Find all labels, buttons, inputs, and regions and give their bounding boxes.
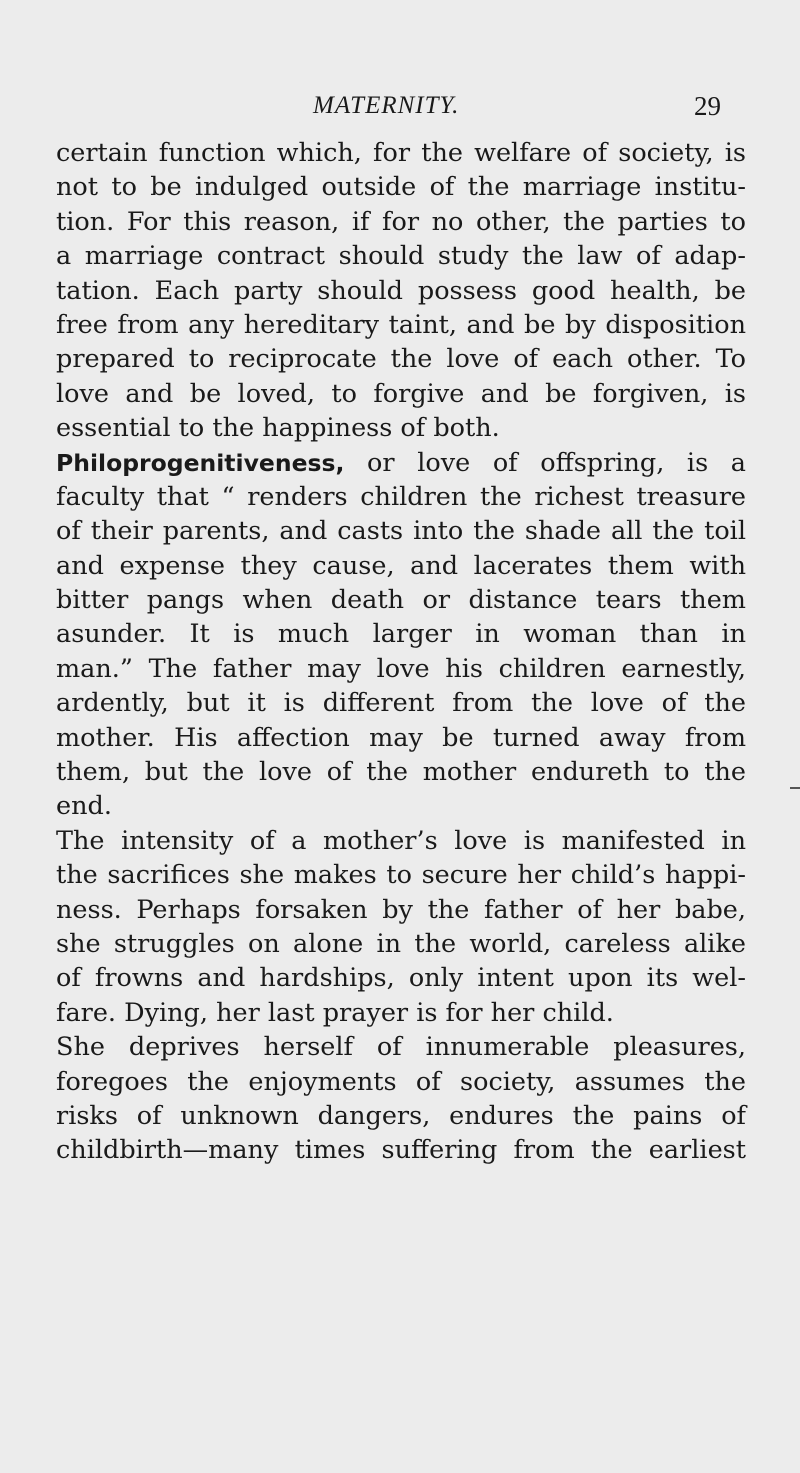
margin-mark — [790, 787, 800, 789]
text-line: asunder. It is much larger in woman than in — [56, 619, 746, 650]
text-line: risks of unknown dangers, endures the pains of — [56, 1100, 746, 1131]
text-line: tation. Each party should possess good health, be — [56, 275, 746, 306]
text-line: fare. Dying, her last prayer is for her child. — [56, 997, 614, 1028]
running-head: MATERNITY. — [313, 92, 460, 119]
text-line: free from any hereditary taint, and be by disposition — [56, 309, 746, 340]
text-line: bitter pangs when death or distance tears them — [56, 585, 746, 616]
page-number: 29 — [694, 91, 721, 121]
text-line: she struggles on alone in the world, careless alike — [56, 928, 746, 959]
text-line: childbirth—many times suffering from the earliest — [56, 1135, 746, 1166]
text-line: Philoprogenitiveness, or love of offspring, is a — [56, 447, 746, 478]
text-line: man.” The father may love his children earnestly, — [56, 653, 746, 684]
text-line: of frowns and hardships, only intent upon its wel- — [56, 963, 746, 994]
text-line: a marriage contract should study the law of adap- — [56, 241, 746, 272]
page-header — [0, 92, 800, 132]
text-line: and expense they cause, and lacerates them with — [56, 550, 746, 581]
text-line: She deprives herself of innumerable pleasures, — [56, 1032, 746, 1063]
text-line: the sacrifices she makes to secure her child’s happi- — [56, 860, 746, 891]
text-line: of their parents, and casts into the shade all the toil — [56, 516, 746, 547]
text-line: end. — [56, 791, 112, 822]
text-line: tion. For this reason, if for no other, the parties to — [56, 206, 746, 237]
text-line: essential to the happiness of both. — [56, 413, 500, 444]
text-line: not to be indulged outside of the marriage institu- — [56, 172, 746, 203]
text-line: foregoes the enjoyments of society, assumes the — [56, 1066, 746, 1097]
text-line: prepared to reciprocate the love of each other. To — [56, 344, 746, 375]
text-line: faculty that “ renders children the richest treasure — [56, 481, 746, 512]
text-line: ardently, but it is different from the love of the — [56, 688, 746, 719]
text-line: certain function which, for the welfare of society, is — [56, 138, 746, 168]
bold-term: Philoprogenitiveness, — [56, 448, 345, 477]
text-line: The intensity of a mother’s love is manifested in — [56, 825, 746, 856]
text-line: ness. Perhaps forsaken by the father of her babe, — [56, 894, 746, 925]
text-line: them, but the love of the mother endureth to the — [56, 757, 746, 788]
text-line: love and be loved, to forgive and be forgiven, is — [56, 378, 746, 409]
body-text — [56, 136, 746, 1168]
text-line: mother. His affection may be turned away from — [56, 722, 746, 753]
